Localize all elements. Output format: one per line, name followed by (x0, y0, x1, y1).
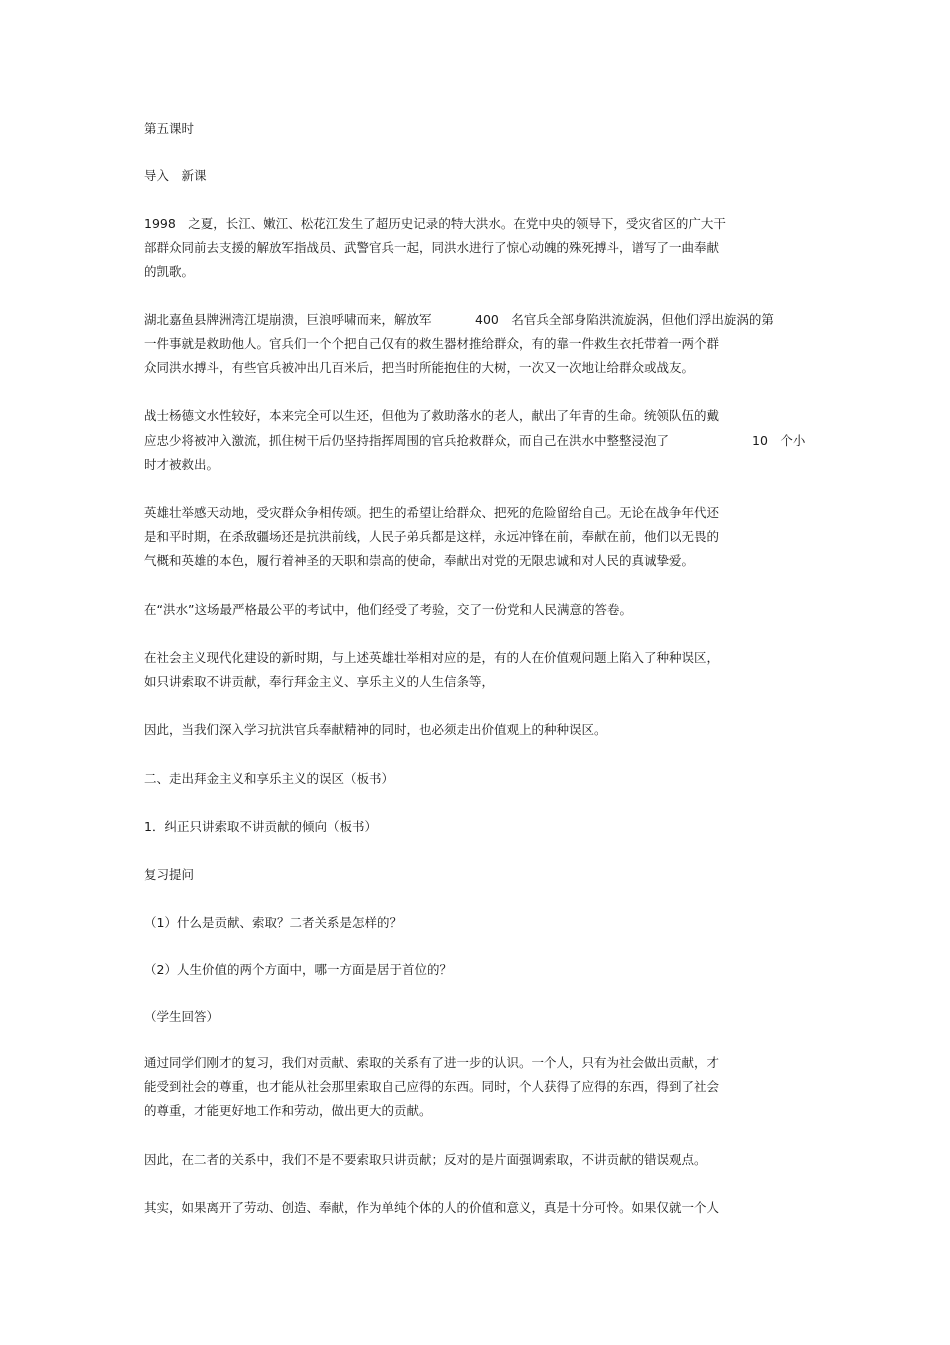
intro-heading: 导入 新课 (144, 168, 207, 183)
subsection-heading-1: 1．纠正只讲索取不讲贡献的倾向（板书） (144, 819, 377, 834)
paragraph-2-line-1b: 400 名官兵全部身陷洪流旋涡，但他们浮出旋涡的第 (475, 312, 774, 327)
paragraph-1-line-2: 部群众同前去支援的解放军指战员、武警官兵一起，同洪水进行了惊心动魄的殊死搏斗，谱写了一曲奉献 (144, 240, 720, 255)
paragraph-3-line-1: 战士杨德文水性较好，本来完全可以生还，但他为了救助落水的老人，献出了年青的生命。统领队伍的戴 (144, 408, 720, 423)
review-label: 复习提问 (144, 867, 195, 882)
question-2: （2）人生价值的两个方面中，哪一方面是居于首位的？ (144, 962, 452, 977)
lesson-title: 第五课时 (144, 121, 195, 136)
paragraph-8-line-3: 的尊重，才能更好地工作和劳动，做出更大的贡献。 (144, 1103, 432, 1118)
paragraph-4-line-2: 是和平时期，在杀敌疆场还是抗洪前线，人民子弟兵都是这样，永远冲锋在前，奉献在前，他们以无畏的 (144, 529, 720, 544)
paragraph-2-line-1a: 湖北嘉鱼县牌洲湾江堤崩溃，巨浪呼啸而来，解放军 (144, 312, 432, 327)
question-1: （1）什么是贡献、索取？二者关系是怎样的？ (144, 915, 402, 930)
paragraph-3-line-2a: 应忠少将被冲入激流，抓住树干后仍坚持指挥周围的官兵抢救群众，而自己在洪水中整整浸泡了 (144, 433, 670, 448)
paragraph-1-line-3: 的凯歌。 (144, 264, 195, 279)
paragraph-6-line-2: 如只讲索取不讲贡献，奉行拜金主义、享乐主义的人生信条等， (144, 674, 495, 689)
paragraph-9: 因此，在二者的关系中，我们不是不要索取只讲贡献；反对的是片面强调索取，不讲贡献的错误观点。 (144, 1152, 707, 1167)
paragraph-3-line-3: 时才被救出。 (144, 457, 220, 472)
paragraph-4-line-3: 气概和英雄的本色，履行着神圣的天职和崇高的使命，奉献出对党的无限忠诚和对人民的真诚挚爱。 (144, 553, 695, 568)
paragraph-8-line-1: 通过同学们刚才的复习，我们对贡献、索取的关系有了进一步的认识。一个人，只有为社会做出贡献，才 (144, 1055, 720, 1070)
paragraph-3-line-2b: 10 个小 (752, 433, 806, 448)
paragraph-4-line-1: 英雄壮举感天动地，受灾群众争相传颂。把生的希望让给群众、把死的危险留给自己。无论在战争年代还 (144, 505, 720, 520)
paragraph-2-line-2: 一件事就是救助他人。官兵们一个个把自己仅有的救生器材推给群众，有的靠一件救生衣托带着一两个群 (144, 336, 720, 351)
paragraph-8-line-2: 能受到社会的尊重，也才能从社会那里索取自己应得的东西。同时，个人获得了应得的东西，得到了社会 (144, 1079, 720, 1094)
paragraph-5: 在“洪水”这场最严格最公平的考试中，他们经受了考验，交了一份党和人民满意的答卷。 (144, 602, 632, 617)
paragraph-1-line-1: 1998 之夏，长江、嫩江、松花江发生了超历史记录的特大洪水。在党中央的领导下，受灾省区的广大干 (144, 216, 726, 231)
paragraph-10: 其实，如果离开了劳动、创造、奉献，作为单纯个体的人的价值和意义，真是十分可怜。如果仅就一个人 (144, 1200, 720, 1215)
section-heading-2: 二、走出拜金主义和享乐主义的误区（板书） (144, 771, 395, 786)
paragraph-2-line-3: 众同洪水搏斗，有些官兵被冲出几百米后，把当时所能抱住的大树，一次又一次地让给群众或战友。 (144, 360, 695, 375)
student-answer-note: （学生回答） (144, 1009, 220, 1024)
paragraph-7: 因此，当我们深入学习抗洪官兵奉献精神的同时，也必须走出价值观上的种种误区。 (144, 722, 607, 737)
paragraph-6-line-1: 在社会主义现代化建设的新时期，与上述英雄壮举相对应的是，有的人在价值观问题上陷入了种种误区， (144, 650, 720, 665)
